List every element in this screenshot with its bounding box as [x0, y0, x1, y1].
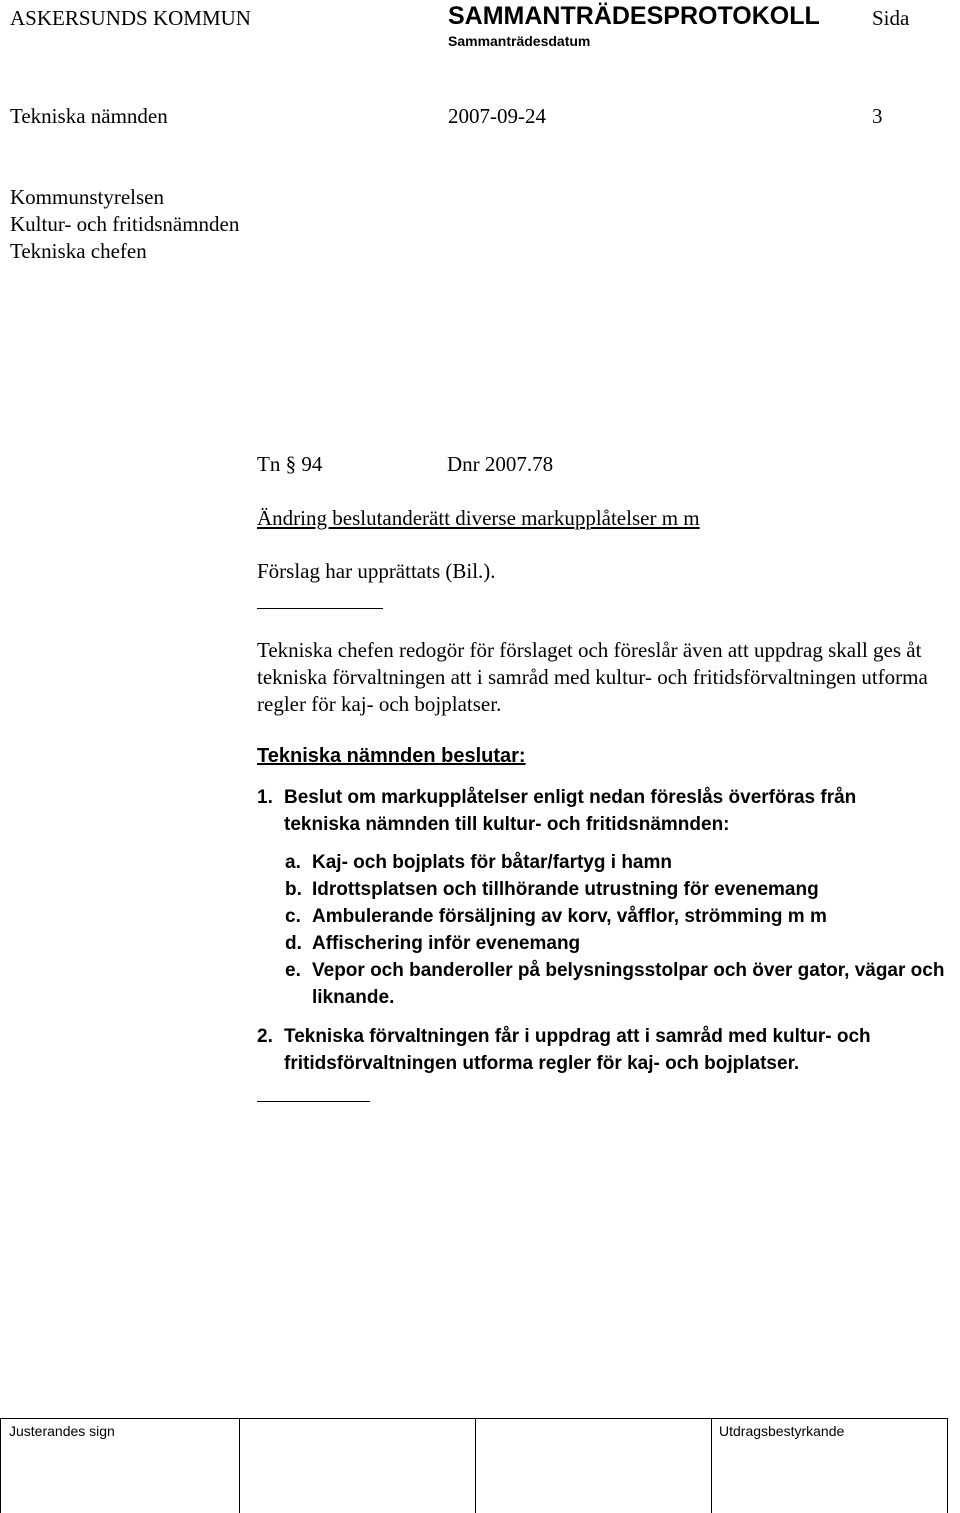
- recipient: Kultur- och fritidsnämnden: [10, 212, 240, 236]
- sublist-letter: a.: [285, 852, 301, 873]
- divider: [257, 1101, 370, 1102]
- decision-item-1: [257, 784, 937, 838]
- recipient: Kommunstyrelsen: [10, 185, 164, 209]
- case-dnr: Dnr 2007.78: [447, 452, 554, 476]
- page-label: Sida: [872, 6, 910, 30]
- decision-item-text: Beslut om markupplåtelser enligt nedan föreslås överföras från tekniska nämnden till kultur- och fritidsnämnden:: [284, 787, 857, 835]
- sublist-item: [285, 957, 960, 1011]
- decision-item-text: Tekniska förvaltningen får i uppdrag att i samråd med kultur- och fritidsförvaltningen utforma regler för kaj- och bojplatser.: [284, 1026, 871, 1074]
- decision-item-number: 1.: [257, 787, 273, 808]
- sublist-letter: b.: [285, 879, 302, 900]
- sublist-text: Ambulerande försäljning av korv, våfflor, strömming m m: [312, 906, 827, 927]
- sublist-letter: d.: [285, 933, 302, 954]
- case-paragraph: Tn § 94: [257, 452, 323, 476]
- sublist-item: [285, 903, 960, 930]
- sublist-text: Vepor och banderoller på belysningsstolpar och över gator, vägar och liknande.: [312, 960, 945, 1008]
- sublist-letter: e.: [285, 960, 301, 981]
- decision-heading: Tekniska nämnden beslutar:: [257, 745, 526, 767]
- signature-cell: [239, 1419, 476, 1513]
- sublist-text: Kaj- och bojplats för båtar/fartyg i hamn: [312, 852, 672, 873]
- case-heading: Ändring beslutanderätt diverse markupplåtelser m m: [257, 506, 700, 530]
- extract-label: Utdragsbestyrkande: [719, 1423, 845, 1439]
- municipality-name: ASKERSUNDS KOMMUN: [10, 6, 251, 30]
- committee-name: Tekniska nämnden: [10, 104, 168, 128]
- signature-table: [0, 1418, 948, 1513]
- recipients-list: [10, 184, 239, 265]
- signature-label: Justerandes sign: [9, 1423, 115, 1439]
- divider: [257, 608, 383, 609]
- recipient: Tekniska chefen: [10, 239, 147, 263]
- sublist-item: [285, 876, 960, 903]
- page-number: 3: [872, 104, 883, 128]
- sublist-text: Affischering inför evenemang: [312, 933, 581, 954]
- sublist-item: [285, 849, 960, 876]
- sublist-letter: c.: [285, 906, 301, 927]
- decision-item-number: 2.: [257, 1026, 273, 1047]
- proposal-text: Förslag har upprättats (Bil.).: [257, 559, 496, 583]
- sublist-item: [285, 930, 960, 957]
- meeting-date-label: Sammanträdesdatum: [448, 33, 591, 49]
- case-description: Tekniska chefen redogör för förslaget och föreslår även att uppdrag skall ges åt tekniska förvaltningen att i samråd med kultur- och fritidsförvaltningen utforma regler för kaj- och bojplatser.: [257, 638, 928, 716]
- signature-cell: [475, 1419, 712, 1513]
- decision-sublist: [285, 849, 960, 1011]
- document-title: SAMMANTRÄDESPROTOKOLL: [448, 2, 820, 30]
- meeting-date: 2007-09-24: [448, 104, 546, 128]
- sublist-text: Idrottsplatsen och tillhörande utrustning för evenemang: [312, 879, 819, 900]
- decision-item-2: [257, 1023, 937, 1077]
